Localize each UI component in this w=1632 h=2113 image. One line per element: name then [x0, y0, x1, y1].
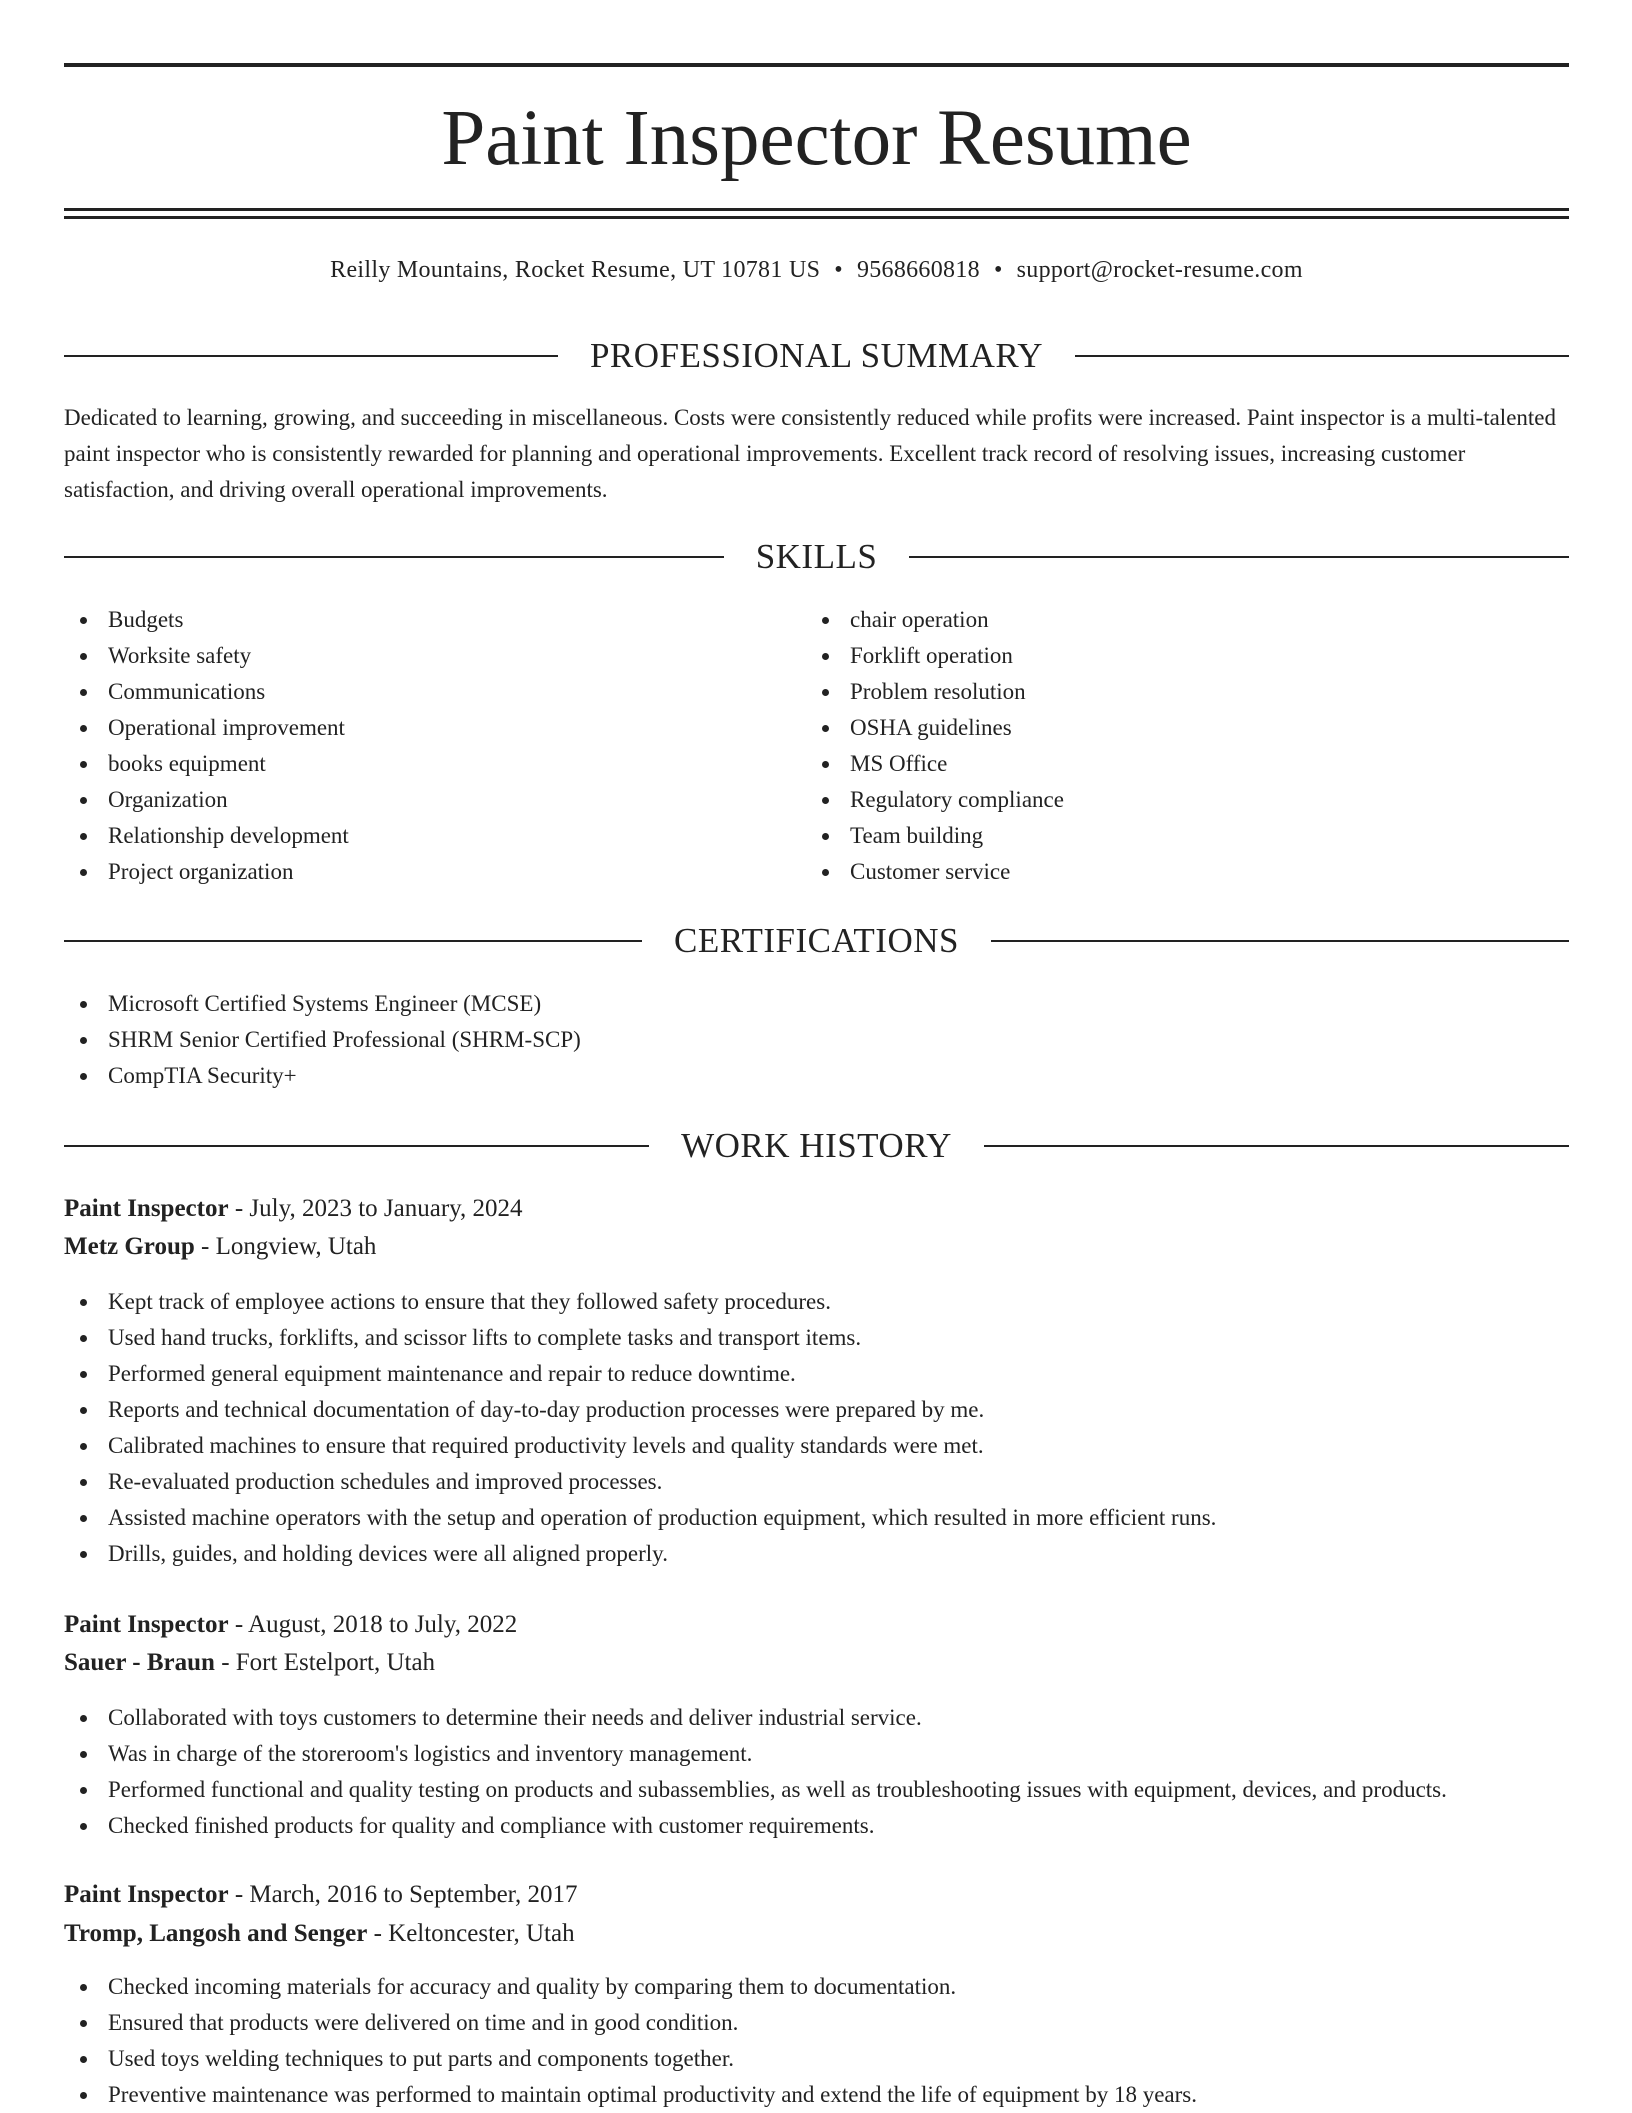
section-title: PROFESSIONAL SUMMARY: [589, 336, 1044, 375]
job-title-line: [64, 1607, 517, 1643]
divider: [64, 556, 724, 558]
divider: [984, 1145, 1569, 1147]
job-bullet: Kept track of employee actions to ensure that they followed safety procedures.: [64, 1284, 1569, 1320]
skill-item: books equipment: [64, 746, 764, 782]
certification-item: CompTIA Security+: [64, 1058, 1569, 1094]
skill-item: Relationship development: [64, 818, 764, 854]
job-company-line: [64, 1229, 376, 1265]
job-bullets: [64, 1969, 1569, 2113]
certification-item: Microsoft Certified Systems Engineer (MCSE): [64, 986, 1569, 1022]
skill-item: Problem resolution: [806, 674, 1506, 710]
skill-item: Worksite safety: [64, 638, 764, 674]
skill-item: Budgets: [64, 602, 764, 638]
job-title: Paint Inspector: [64, 1881, 229, 1908]
contact-separator: •: [834, 257, 843, 283]
section-header-work-history: [64, 1124, 1569, 1168]
page-title: Paint Inspector Resume: [441, 95, 1192, 182]
skill-item: MS Office: [806, 746, 1506, 782]
divider: [64, 1145, 649, 1147]
job-bullet: Calibrated machines to ensure that required productivity levels and quality standards were met.: [64, 1428, 1569, 1464]
section-title: SKILLS: [755, 537, 878, 576]
divider: [64, 940, 642, 942]
job-location: - Longview, Utah: [194, 1233, 377, 1260]
job-bullet: Performed general equipment maintenance and repair to reduce downtime.: [64, 1356, 1569, 1392]
job-title-line: [64, 1877, 578, 1913]
skill-item: Forklift operation: [806, 638, 1506, 674]
contact-line: [64, 254, 1569, 286]
job-company-line: [64, 1916, 575, 1952]
section-header-skills: [64, 535, 1569, 579]
section-title: CERTIFICATIONS: [674, 921, 959, 960]
skill-item: Project organization: [64, 854, 764, 890]
contact-address: Reilly Mountains, Rocket Resume, UT 10781 US: [330, 257, 821, 283]
job-location: - Fort Estelport, Utah: [214, 1649, 436, 1676]
job-bullet: Checked finished products for quality and compliance with customer requirements.: [64, 1808, 1569, 1844]
job-title-line: [64, 1191, 523, 1227]
skills-list-left: [64, 602, 764, 890]
job-dates: - August, 2018 to July, 2022: [228, 1611, 518, 1638]
skill-item: Team building: [806, 818, 1506, 854]
job-bullet: Re-evaluated production schedules and improved processes.: [64, 1464, 1569, 1500]
job-bullet: Checked incoming materials for accuracy and quality by comparing them to documentation.: [64, 1969, 1569, 2005]
job-bullet: Drills, guides, and holding devices were all aligned properly.: [64, 1536, 1569, 1572]
job-bullet: Used hand trucks, forklifts, and scissor lifts to complete tasks and transport items.: [64, 1320, 1569, 1356]
section-title: WORK HISTORY: [681, 1126, 952, 1165]
divider: [1075, 355, 1569, 357]
skill-item: Organization: [64, 782, 764, 818]
job-bullet: Was in charge of the storeroom's logistics and inventory management.: [64, 1736, 1569, 1772]
job-title: Paint Inspector: [64, 1611, 229, 1638]
job-dates: - July, 2023 to January, 2024: [228, 1195, 523, 1222]
certification-item: SHRM Senior Certified Professional (SHRM-SCP): [64, 1022, 1569, 1058]
skill-item: Regulatory compliance: [806, 782, 1506, 818]
divider: [991, 940, 1569, 942]
job-bullet: Used toys welding techniques to put parts and components together.: [64, 2041, 1569, 2077]
job-company-line: [64, 1645, 435, 1681]
skill-item: Operational improvement: [64, 710, 764, 746]
job-bullet: Performed functional and quality testing on products and subassemblies, as well as troubleshooting issues with equipment, devices, and products.: [64, 1772, 1569, 1808]
job-company: Metz Group: [64, 1233, 195, 1260]
divider: [909, 556, 1569, 558]
job-company: Tromp, Langosh and Senger: [64, 1920, 368, 1947]
certifications-list: [64, 986, 1569, 1094]
section-header-certifications: [64, 919, 1569, 963]
skill-item: chair operation: [806, 602, 1506, 638]
job-bullet: Assisted machine operators with the setup and operation of production equipment, which resulted in more efficient runs.: [64, 1500, 1569, 1536]
job-location: - Keltoncester, Utah: [367, 1920, 575, 1947]
skill-item: Communications: [64, 674, 764, 710]
contact-phone: 9568660818: [856, 257, 980, 283]
contact-email: support@rocket-resume.com: [1016, 257, 1303, 283]
job-bullet: Ensured that products were delivered on time and in good condition.: [64, 2005, 1569, 2041]
job-bullet: Preventive maintenance was performed to maintain optimal productivity and extend the life of equipment by 18 years.: [64, 2077, 1569, 2113]
job-title: Paint Inspector: [64, 1195, 229, 1222]
top-rule: [64, 63, 1569, 67]
section-header-summary: [64, 334, 1569, 378]
summary-text: Dedicated to learning, growing, and succeeding in miscellaneous. Costs were consistently reduced while profits were increased. Paint inspector is a multi-talented paint inspector who is consistently rewarded for planning and operational improvements. Excellent track record of resolving issues, increasing customer satisfaction, and driving overall operational improvements.: [64, 405, 1557, 502]
skills-list-right: [806, 602, 1506, 890]
contact-separator: •: [993, 257, 1003, 283]
job-bullet: Reports and technical documentation of day-to-day production processes were prepared by me.: [64, 1392, 1569, 1428]
job-company: Sauer - Braun: [64, 1649, 215, 1676]
skill-item: Customer service: [806, 854, 1506, 890]
skill-item: OSHA guidelines: [806, 710, 1506, 746]
divider: [64, 355, 558, 357]
job-bullet: Collaborated with toys customers to determine their needs and deliver industrial service.: [64, 1700, 1569, 1736]
title-double-rule: [64, 208, 1569, 219]
job-bullets: [64, 1284, 1569, 1572]
job-dates: - March, 2016 to September, 2017: [228, 1881, 578, 1908]
job-bullets: [64, 1700, 1569, 1844]
